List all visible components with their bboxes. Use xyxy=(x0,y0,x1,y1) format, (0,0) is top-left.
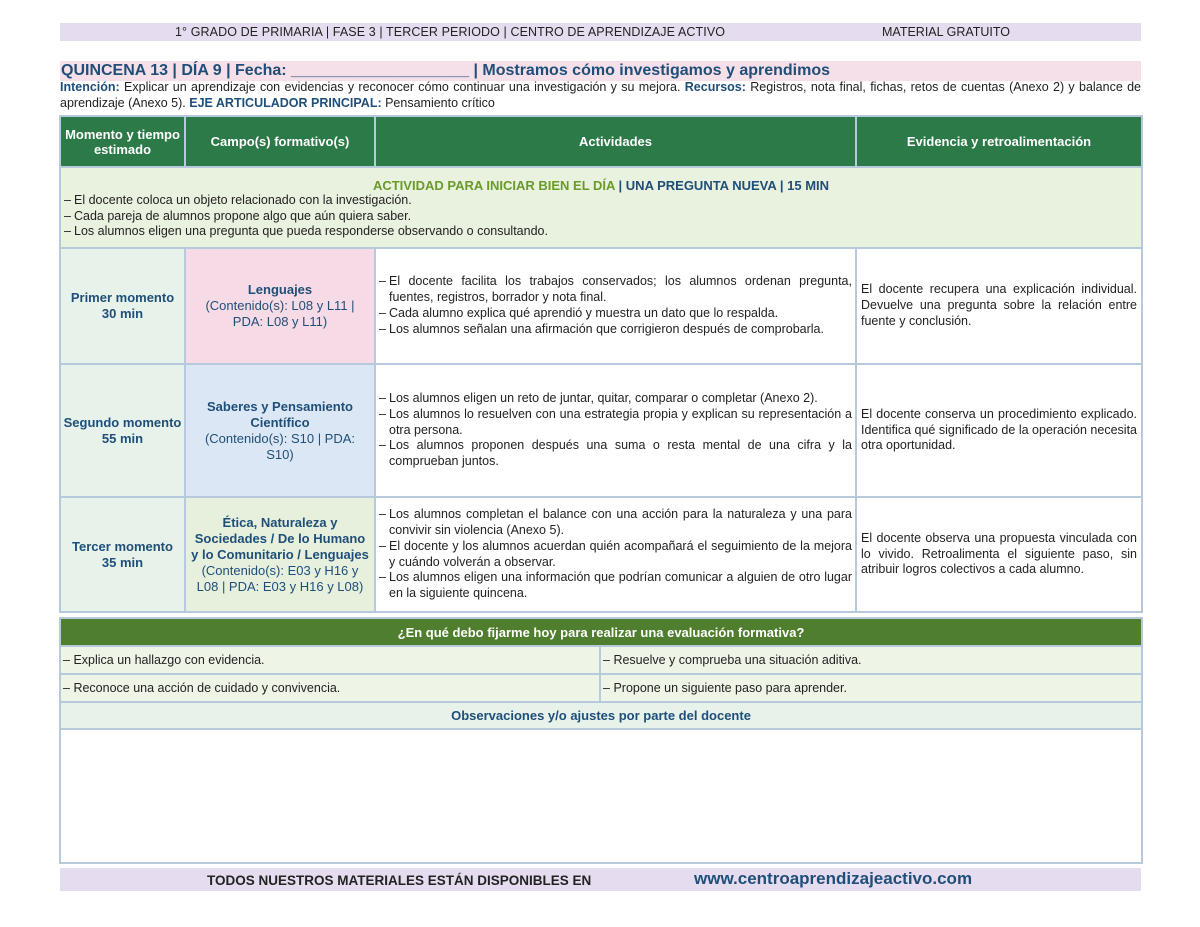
list-item: – El docente coloca un objeto relacionado con la investigación. xyxy=(64,193,412,207)
observations-title: Observaciones y/o ajustes por parte del docente xyxy=(60,702,1142,729)
activities-cell xyxy=(375,248,856,364)
field-content: (Contenido(s): E03 y H16 y L08 | PDA: E03 y H16 y L08) xyxy=(196,562,364,594)
moment-time: 30 min xyxy=(101,306,144,321)
evaluation-item: – Propone un siguiente paso para aprender. xyxy=(600,674,1142,702)
moment-cell xyxy=(60,497,185,612)
axis-label: EJE ARTICULADOR PRINCIPAL: xyxy=(189,95,382,110)
header-activities: Actividades xyxy=(375,116,856,167)
moment-cell xyxy=(60,248,185,364)
field-content: (Contenido(s): L08 y L11 | PDA: L08 y L11) xyxy=(205,298,355,329)
list-item: – Los alumnos señalan una afirmación que corrigieron después de comprobarla. xyxy=(379,321,824,336)
evaluation-item: – Reconoce una acción de cuidado y convivencia. xyxy=(60,674,600,702)
field-cell xyxy=(185,497,375,612)
page-title: QUINCENA 13 | DÍA 9 | Fecha: ____________________ | Mostramos cómo investigamos y aprendimos xyxy=(60,61,1141,81)
list-item: – El docente facilita los trabajos conservados; los alumnos ordenan pregunta, fuentes, registros, borrador y nota final. xyxy=(379,274,852,305)
table-header-row xyxy=(60,116,1142,167)
intention-label: Intención: xyxy=(60,80,120,94)
field-name: Ética, Naturaleza y Sociedades / De lo Humano y lo Comunitario / Lenguajes xyxy=(191,514,369,562)
field-cell xyxy=(185,248,375,364)
field-cell xyxy=(185,364,375,497)
activities-cell xyxy=(375,497,856,612)
list-item: – El docente y los alumnos acuerdan quién acompañará el seguimiento de la mejora y cuándo volverán a observar. xyxy=(379,538,852,569)
evidence-cell: El docente conserva un procedimiento explicado. Identifica qué significado de la operación necesita otra oportunidad. xyxy=(856,364,1142,497)
header-grade-info: 1° GRADO DE PRIMARIA | FASE 3 | TERCER PERIODO | CENTRO DE APRENDIZAJE ACTIVO xyxy=(175,25,726,39)
start-activity-subtitle: | UNA PREGUNTA NUEVA | 15 MIN xyxy=(614,177,830,193)
table-row xyxy=(60,364,1142,497)
start-activity-heading xyxy=(64,178,1138,194)
moment-name: Primer momento xyxy=(70,290,175,305)
list-item: – Cada pareja de alumnos propone algo que aún quiera saber. xyxy=(64,208,412,223)
list-item: – Los alumnos lo resuelven con una estrategia propia y explican su representación a otra persona. xyxy=(379,406,852,437)
resources-label: Recursos: xyxy=(684,80,746,94)
footer-bar xyxy=(60,868,1141,891)
list-item: – Los alumnos completan el balance con una acción para la naturaleza y una para convivir sin violencia (Anexo 5). xyxy=(379,507,852,537)
moment-name: Tercer momento xyxy=(72,538,173,554)
moment-name: Segundo momento xyxy=(63,414,182,430)
start-activity-row xyxy=(60,167,1142,248)
footer-text: TODOS NUESTROS MATERIALES ESTÁN DISPONIBLES EN xyxy=(207,873,592,888)
table-row xyxy=(60,497,1142,612)
table-row xyxy=(60,646,1142,674)
moment-time: 35 min xyxy=(101,554,144,570)
formative-evaluation-table xyxy=(59,617,1143,864)
field-content: (Contenido(s): S10 | PDA: S10) xyxy=(204,430,356,462)
intention-text: Explicar un aprendizaje con evidencias y reconocer cómo continuar una investigación y su mejora. xyxy=(119,80,685,94)
moment-time: 55 min xyxy=(101,430,144,446)
start-activity-title: ACTIVIDAD PARA INICIAR BIEN EL DÍA xyxy=(372,177,615,193)
observations-row xyxy=(60,729,1142,863)
evaluation-item: – Explica un hallazgo con evidencia. xyxy=(60,646,600,674)
axis-text: Pensamiento crítico xyxy=(381,95,495,110)
header-field: Campo(s) formativo(s) xyxy=(185,116,375,167)
evaluation-item: – Resuelve y comprueba una situación aditiva. xyxy=(600,646,1142,674)
header-free-material: MATERIAL GRATUITO xyxy=(882,25,1011,39)
footer-website-link[interactable]: www.centroaprendizajeactivo.com xyxy=(694,869,973,888)
activities-cell xyxy=(375,364,856,497)
header-moment: Momento y tiempo estimado xyxy=(60,116,185,167)
evidence-cell: El docente observa una propuesta vinculada con lo vivido. Retroalimenta el siguiente paso, sin atribuir logros colectivos a cada alumno. xyxy=(856,497,1142,612)
evaluation-question: ¿En qué debo fijarme hoy para realizar una evaluación formativa? xyxy=(60,618,1142,646)
observations-box[interactable] xyxy=(60,729,1142,863)
field-name: Saberes y Pensamiento Científico xyxy=(207,398,353,430)
table-row xyxy=(60,248,1142,364)
evaluation-header-row xyxy=(60,618,1142,646)
observations-header-row xyxy=(60,702,1142,729)
list-item: – Los alumnos eligen una pregunta que pueda responderse observando o consultando. xyxy=(64,224,548,238)
activities-table xyxy=(59,115,1143,613)
list-item: – Los alumnos eligen un reto de juntar, quitar, comparar o completar (Anexo 2). xyxy=(379,391,818,405)
top-header-bar xyxy=(60,23,1141,41)
field-name: Lenguajes xyxy=(247,282,313,297)
resources-text: Registros, nota final, fichas, retos de cuentas (Anexo 2) y balance de aprendizaje (Anexo 5). xyxy=(60,80,1141,110)
header-evidence: Evidencia y retroalimentación xyxy=(856,116,1142,167)
table-row xyxy=(60,674,1142,702)
start-activity-cell xyxy=(60,167,1142,248)
intro-paragraph xyxy=(60,80,1141,111)
moment-cell xyxy=(60,364,185,497)
evidence-cell: El docente recupera una explicación individual. Devuelve una pregunta sobre la relación entre fuente y conclusión. xyxy=(856,248,1142,364)
list-item: – Los alumnos proponen después una suma o resta mental de una cifra y la comprueban juntos. xyxy=(379,438,852,469)
list-item: – Cada alumno explica qué aprendió y muestra un dato que lo respalda. xyxy=(379,306,779,320)
list-item: – Los alumnos eligen una información que podrían comunicar a alguien de otro lugar en la siguiente quincena. xyxy=(379,570,852,601)
